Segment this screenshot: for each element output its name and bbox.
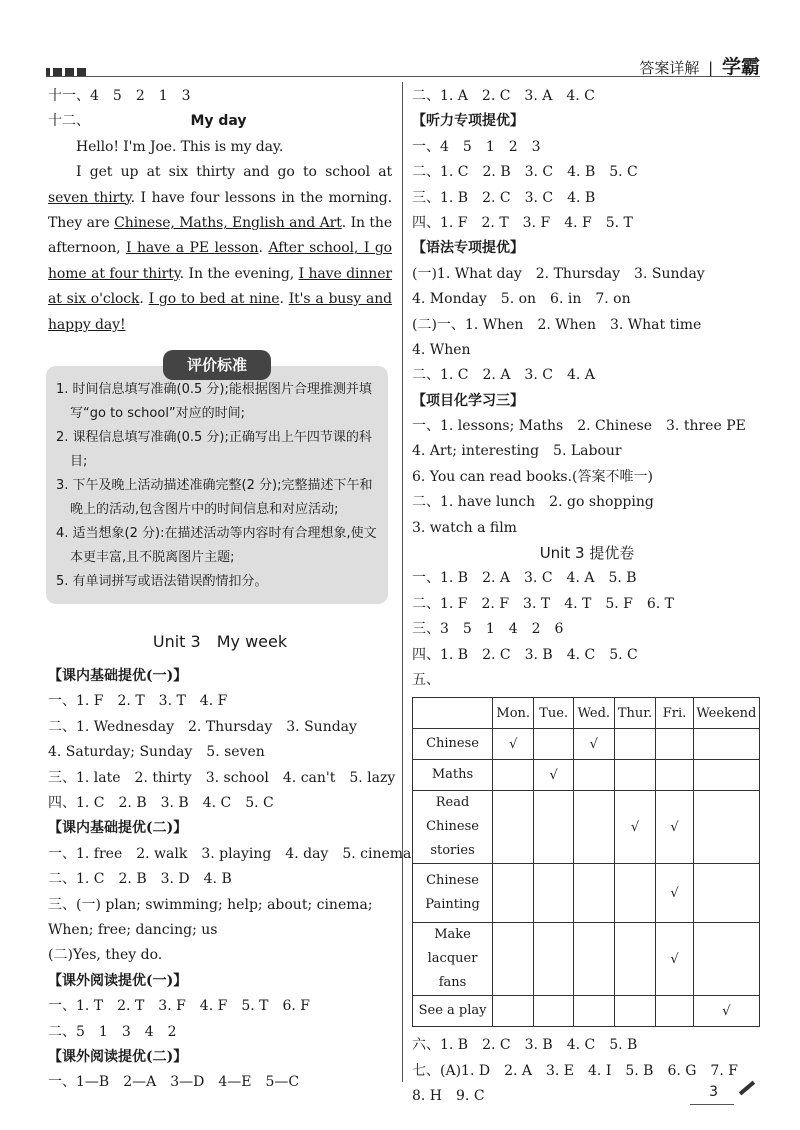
essay-underlined: seven thirty [48,189,131,206]
answer-line: 四、1. C 2. B 3. B 4. C 5. C [48,794,274,811]
table-row [413,996,760,1027]
answer-line: 三、3 5 1 4 2 6 [412,621,564,638]
table-row [413,791,760,864]
check-cell [573,864,614,923]
answer-line: 一、1. F 2. T 3. T 4. F [48,693,228,710]
brand-logo: 学霸 [721,56,760,78]
answer-line: 三、1. B 2. C 3. C 4. B [412,189,596,206]
answer-line: 4. Saturday; Sunday 5. seven [48,744,265,761]
answer-line: 一、1—B 2—A 3—D 4—E 5—C [48,1074,300,1091]
answer-line: 七、(A)1. D 2. A 3. E 4. I 5. B 6. G 7. F [412,1062,738,1079]
answer-line: 二、1. C 2. B 3. D 4. B [48,871,232,888]
answer-line: 4. When [412,341,471,358]
table-row [413,864,760,923]
check-cell [656,760,693,791]
criteria-box [46,356,388,604]
check-cell [614,729,656,760]
answer-line: 3. watch a film [412,519,517,536]
section-heading: 【课外阅读提优(二)】 [48,1048,188,1065]
check-cell [534,923,573,996]
check-cell [493,760,534,791]
header-title: 答案详解 | 学霸 [639,56,760,78]
answer-line: 二、1. F 2. F 3. T 4. T 5. F 6. T [412,595,675,612]
answer-line: 三、(一) plan; swimming; help; about; cinema; [48,896,373,913]
table-row [413,729,760,760]
table-header-cell: Thur. [614,698,656,729]
essay-text: . In the evening, [179,265,299,282]
right-column [412,84,762,1110]
essay-heading [48,109,392,134]
check-cell [534,996,573,1027]
check-cell: √ [573,729,614,760]
row-label: Chinese Painting [413,864,493,923]
section-heading: 【课内基础提优(二)】 [48,820,188,837]
header-marks [46,62,89,81]
answer-line: 8. H 9. C [412,1088,485,1105]
essay-text: . [279,291,289,308]
check-cell: √ [656,923,693,996]
section-heading: 【语法专项提优】 [412,240,524,257]
unit-title: Unit 3 提优卷 [539,544,635,563]
criteria-item: 1. 时间信息填写准确(0.5 分);能根据图片合理推测并填写“go to school”对应的时间; [56,382,372,422]
answer-line: (一)1. What day 2. Thursday 3. Sunday [412,265,705,282]
essay-text: . [139,291,149,308]
check-cell [493,996,534,1027]
criteria-item: 2. 课程信息填写准确(0.5 分);正确写出上午四节课的科目; [56,430,372,470]
criteria-item: 5. 有单词拼写或语法错误酌情扣分。 [56,574,268,590]
table-row [413,923,760,996]
column-divider [402,82,403,1082]
header-rule [46,76,760,77]
answer-line: When; free; dancing; us [48,921,218,938]
row-label: Make lacquer fans [413,923,493,996]
essay-underlined: I go to bed at nine [148,291,280,308]
criteria-item: 4. 适当想象(2 分):在描述活动等内容时有合理想象,使文本更丰富,且不脱离图片主题; [56,526,377,566]
answer-line: 一、1. T 2. T 3. F 4. F 5. T 6. F [48,998,311,1015]
essay-underlined: After school, I go home at four thirty [48,240,393,282]
schedule-table [412,697,760,1027]
answer-line: 二、1. C 2. B 3. C 4. B 5. C [412,164,638,181]
essay-paragraph [48,160,392,338]
check-cell [534,729,573,760]
section-heading: 【听力专项提优】 [412,113,524,130]
essay-text: . [258,240,269,257]
row-label: See a play [413,996,493,1027]
essay-underlined: It's a busy and happy day! [48,291,392,333]
answer-line: 一、1. free 2. walk 3. playing 4. day 5. cinema [48,845,412,862]
check-cell [614,864,656,923]
essay-paragraph: Hello! I'm Joe. This is my day. [76,138,284,155]
answer-line: 五、 [412,671,440,688]
answer-line: 二、1. A 2. C 3. A 4. C [412,88,595,104]
check-cell: √ [534,760,573,791]
check-cell [693,760,759,791]
answer-line: 一、1. lessons; Maths 2. Chinese 3. three PE [412,418,746,435]
answer-line: 二、1. have lunch 2. go shopping [412,494,654,511]
answer-line: (二)Yes, they do. [48,947,163,964]
section-label: 答案详解 [639,59,700,77]
row-label: Chinese [413,729,493,760]
essay-text: . I have four lessons in the morning. They are [48,189,392,231]
answer-line: 十一、4 5 2 1 3 [48,88,191,104]
check-cell: √ [493,729,534,760]
answer-line: 4. Monday 5. on 6. in 7. on [412,291,631,308]
check-cell [573,996,614,1027]
essay-text: . In the afternoon, [48,215,393,257]
table-header-cell: Mon. [493,698,534,729]
section-heading: 【课外阅读提优(一)】 [48,972,188,989]
check-cell [573,791,614,864]
left-column [48,84,412,1096]
section-heading: 【课内基础提优(一)】 [48,668,188,685]
essay-body [48,135,392,338]
answer-line: 6. You can read books.(答案不唯一) [412,468,653,485]
page-number: 3 [709,1084,718,1100]
table-header-cell: Wed. [573,698,614,729]
answer-line: 三、1. late 2. thirty 3. school 4. can't 5. lazy [48,769,396,786]
answer-line: 四、1. F 2. T 3. F 4. F 5. T [412,214,633,231]
page-rule [690,1104,734,1105]
criteria-title: 评价标准 [163,350,271,380]
check-cell [493,923,534,996]
check-cell [693,864,759,923]
check-cell: √ [614,791,656,864]
answer-line: 一、4 5 1 2 3 [412,138,541,155]
unit-title: Unit 3 My week [152,632,288,652]
check-cell [534,864,573,923]
check-cell [614,923,656,996]
answer-line: 二、5 1 3 4 2 [48,1023,177,1040]
check-cell [614,996,656,1027]
check-cell [656,729,693,760]
check-cell [693,729,759,760]
check-cell [493,791,534,864]
answer-line: 六、1. B 2. C 3. B 4. C 5. B [412,1037,638,1054]
check-cell [534,791,573,864]
essay-underlined: I have dinner at six o'clock [48,265,393,308]
check-cell [693,923,759,996]
check-cell: √ [656,864,693,923]
check-cell: √ [693,996,759,1027]
essay-title: My day [190,113,247,130]
row-label: Read Chinese stories [413,791,493,864]
answer-list [412,566,762,693]
table-header-row [413,698,760,729]
check-cell [493,864,534,923]
check-cell [693,791,759,864]
essay-underlined: I have a PE lesson [126,240,259,257]
table-row [413,760,760,791]
check-cell [614,760,656,791]
question-label: 十二、 [48,113,90,130]
section-heading: 【项目化学习三】 [412,392,524,409]
table-header-cell: Fri. [656,698,693,729]
essay-underlined: Chinese, Maths, English and Art [114,215,342,231]
check-cell [573,760,614,791]
answer-line: 二、1. C 2. A 3. C 4. A [412,367,595,384]
answer-list [48,664,412,1096]
answer-list [412,84,762,541]
answer-line: (二)一、1. When 2. When 3. What time [412,316,702,333]
answer-line: 一、1. B 2. A 3. C 4. A 5. B [412,570,637,587]
essay-text: I get up at six thirty and go to school at [76,164,392,181]
check-cell [573,923,614,996]
table-header-cell: Weekend [693,698,759,729]
answer-line: 4. Art; interesting 5. Labour [412,443,622,460]
table-header-cell: Tue. [534,698,573,729]
answer-line: 二、1. Wednesday 2. Thursday 3. Sunday [48,718,357,735]
table-header-cell [413,698,493,729]
criteria-item: 3. 下午及晚上活动描述准确完整(2 分);完整描述下午和晚上的活动,包含图片中的时间信息和对应活动; [56,478,373,518]
row-label: Maths [413,760,493,791]
check-cell: √ [656,791,693,864]
answer-line: 四、1. B 2. C 3. B 4. C 5. C [412,646,638,663]
check-cell [656,996,693,1027]
